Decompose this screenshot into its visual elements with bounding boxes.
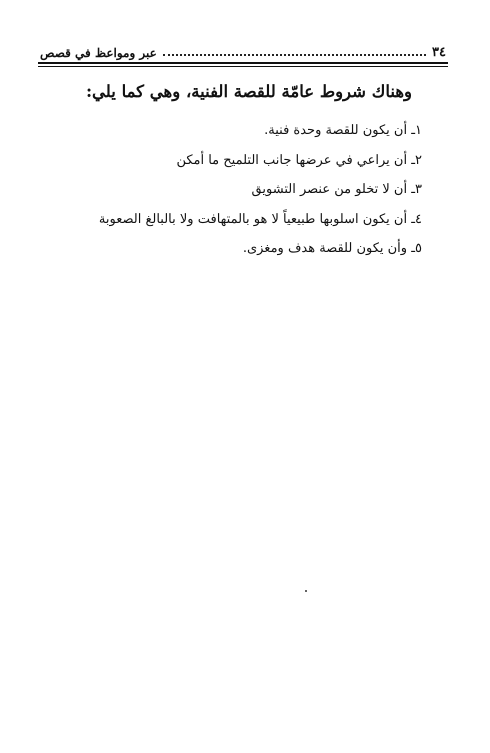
running-book-title: عبر ومواعظ في قصص <box>40 46 157 60</box>
section-heading: وهناك شروط عامّة للقصة الفنية، وهي كما يلي: <box>85 82 412 101</box>
header-rule-thick <box>38 62 448 64</box>
dot-leader <box>163 54 426 56</box>
conditions-list <box>99 116 422 264</box>
running-header <box>40 40 446 60</box>
list-item: ٥ـ وأن يكون للقصة هدف ومغزى. <box>242 241 422 256</box>
list-item: ٣ـ أن لا تخلو من عنصر التشويق <box>251 182 422 197</box>
list-item: ٢ـ أن يراعي في عرضها جانب التلميح ما أمكن <box>176 152 422 168</box>
header-rule-thin <box>38 66 448 67</box>
list-item: ١ـ أن يكون للقصة وحدة فنية. <box>264 123 422 138</box>
print-speck <box>305 590 307 592</box>
list-item: ٤ـ أن يكون اسلوبها طبيعياً لا هو بالمتهافت ولا بالبالغ الصعوبة <box>98 211 422 227</box>
page-number: ٣٤ <box>432 45 446 60</box>
